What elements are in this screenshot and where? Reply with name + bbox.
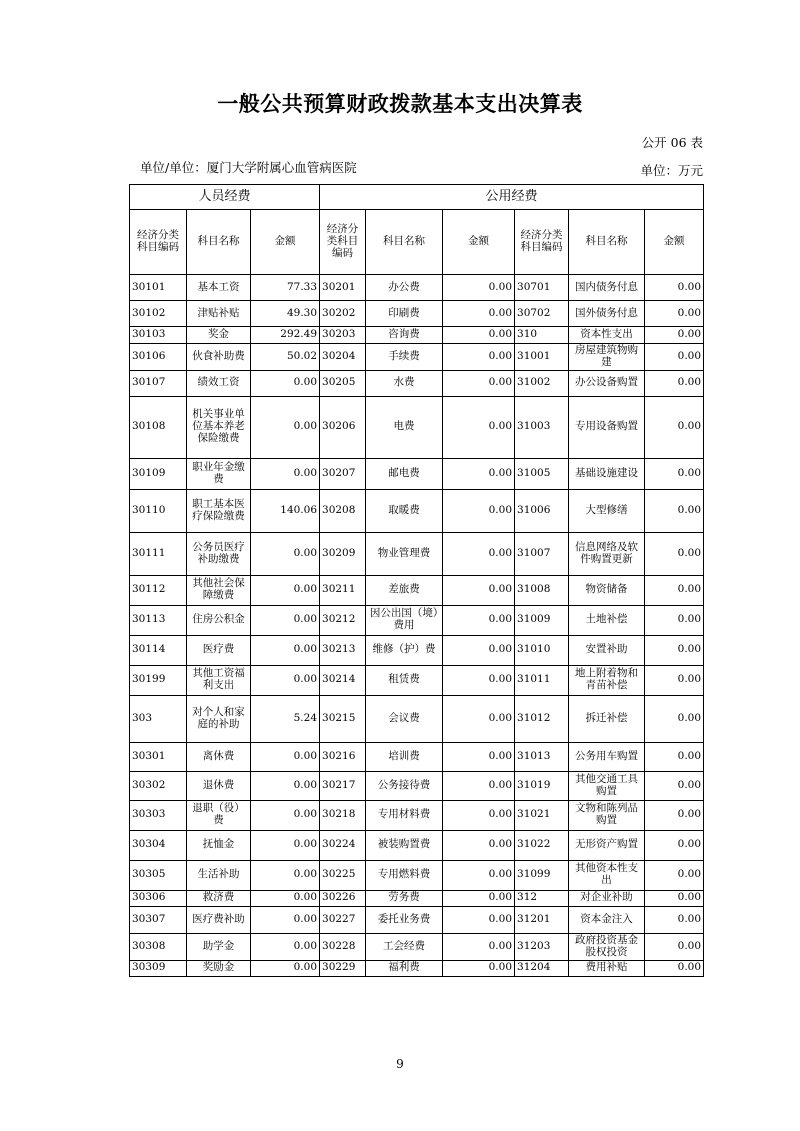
cell-name-public-1: 培训费 (366, 742, 443, 771)
cell-name-personnel: 生活补助 (187, 860, 251, 890)
cell-name-public-1: 办公费 (366, 275, 443, 301)
col-header-amount-3: 金额 (645, 210, 704, 275)
table-row (130, 344, 704, 371)
cell-code-public-2: 31003 (515, 396, 569, 458)
table-row (130, 960, 704, 976)
cell-code-personnel: 30308 (130, 933, 187, 960)
cell-name-public-1: 福利费 (366, 960, 443, 976)
cell-code-public-1: 30218 (320, 800, 366, 830)
budget-table (129, 184, 704, 977)
cell-name-personnel: 离休费 (187, 742, 251, 771)
cell-name-public-2: 对企业补助 (569, 890, 645, 906)
cell-name-public-2: 费用补贴 (569, 960, 645, 976)
cell-amount-public-2: 0.00 (645, 906, 704, 933)
cell-code-personnel: 30199 (130, 665, 187, 695)
cell-amount-public-2: 0.00 (645, 532, 704, 575)
page-title: 一般公共预算财政拨款基本支出决算表 (217, 92, 583, 116)
cell-amount-public-2: 0.00 (645, 458, 704, 489)
cell-code-public-1: 30224 (320, 830, 366, 860)
cell-code-personnel: 30306 (130, 890, 187, 906)
table-row (130, 605, 704, 635)
cell-code-public-2: 31001 (515, 344, 569, 371)
cell-amount-public-1: 0.00 (443, 327, 515, 344)
table-row (130, 532, 704, 575)
table-row (130, 890, 704, 906)
cell-name-public-2: 资本性支出 (569, 327, 645, 344)
cell-name-personnel: 救济费 (187, 890, 251, 906)
cell-amount-public-2: 0.00 (645, 742, 704, 771)
cell-code-public-1: 30211 (320, 575, 366, 605)
cell-code-public-1: 30207 (320, 458, 366, 489)
cell-code-public-2: 31201 (515, 906, 569, 933)
cell-amount-public-2: 0.00 (645, 830, 704, 860)
sheet-number: 公开 06 表 (641, 135, 703, 150)
cell-code-public-2: 31204 (515, 960, 569, 976)
cell-code-public-1: 30213 (320, 635, 366, 665)
cell-code-public-2: 31002 (515, 370, 569, 396)
table-row (130, 771, 704, 800)
cell-name-public-2: 资本金注入 (569, 906, 645, 933)
cell-code-public-2: 31006 (515, 489, 569, 532)
cell-name-public-1: 被装购置费 (366, 830, 443, 860)
cell-name-personnel: 抚恤金 (187, 830, 251, 860)
cell-amount-public-2: 0.00 (645, 396, 704, 458)
cell-code-public-1: 30203 (320, 327, 366, 344)
cell-amount-public-1: 0.00 (443, 605, 515, 635)
cell-amount-public-1: 0.00 (443, 665, 515, 695)
cell-amount-public-2: 0.00 (645, 344, 704, 371)
cell-name-personnel: 职工基本医疗保险缴费 (187, 489, 251, 532)
cell-code-personnel: 30305 (130, 860, 187, 890)
table-row (130, 933, 704, 960)
cell-name-public-2: 物资储备 (569, 575, 645, 605)
cell-name-public-1: 专用材料费 (366, 800, 443, 830)
table-row (130, 742, 704, 771)
table-row (130, 301, 704, 327)
cell-amount-personnel: 292.49 (251, 327, 320, 344)
cell-code-public-1: 30202 (320, 301, 366, 327)
cell-name-public-1: 劳务费 (366, 890, 443, 906)
cell-name-public-2: 地上附着物和青苗补偿 (569, 665, 645, 695)
cell-name-public-2: 政府投资基金股权投资 (569, 933, 645, 960)
cell-amount-public-1: 0.00 (443, 890, 515, 906)
cell-amount-public-2: 0.00 (645, 635, 704, 665)
cell-amount-personnel: 0.00 (251, 532, 320, 575)
cell-code-public-2: 31203 (515, 933, 569, 960)
cell-amount-public-2: 0.00 (645, 575, 704, 605)
cell-name-personnel: 奖励金 (187, 960, 251, 976)
cell-amount-public-2: 0.00 (645, 933, 704, 960)
cell-amount-public-1: 0.00 (443, 396, 515, 458)
cell-name-public-1: 公务接待费 (366, 771, 443, 800)
cell-name-public-1: 印刷费 (366, 301, 443, 327)
col-header-amount-1: 金额 (251, 210, 320, 275)
cell-name-public-2: 办公设备购置 (569, 370, 645, 396)
cell-code-personnel: 30304 (130, 830, 187, 860)
cell-code-personnel: 30307 (130, 906, 187, 933)
cell-amount-public-2: 0.00 (645, 605, 704, 635)
cell-amount-personnel: 0.00 (251, 370, 320, 396)
group-header-public: 公用经费 (320, 185, 704, 210)
cell-amount-personnel: 0.00 (251, 575, 320, 605)
cell-amount-personnel: 0.00 (251, 665, 320, 695)
cell-code-public-2: 31009 (515, 605, 569, 635)
cell-amount-public-1: 0.00 (443, 771, 515, 800)
table-row (130, 370, 704, 396)
cell-name-personnel: 医疗费补助 (187, 906, 251, 933)
cell-name-public-1: 会议费 (366, 695, 443, 742)
cell-name-public-1: 手续费 (366, 344, 443, 371)
cell-name-public-2: 公务用车购置 (569, 742, 645, 771)
cell-code-public-2: 30702 (515, 301, 569, 327)
cell-amount-personnel: 0.00 (251, 906, 320, 933)
cell-code-public-1: 30205 (320, 370, 366, 396)
cell-amount-public-1: 0.00 (443, 301, 515, 327)
cell-name-personnel: 基本工资 (187, 275, 251, 301)
cell-name-public-1: 专用燃料费 (366, 860, 443, 890)
cell-amount-personnel: 0.00 (251, 771, 320, 800)
cell-amount-personnel: 0.00 (251, 800, 320, 830)
cell-amount-public-1: 0.00 (443, 860, 515, 890)
cell-name-public-2: 文物和陈列品购置 (569, 800, 645, 830)
cell-code-public-2: 31010 (515, 635, 569, 665)
cell-name-public-2: 安置补助 (569, 635, 645, 665)
cell-code-public-2: 31022 (515, 830, 569, 860)
cell-amount-public-2: 0.00 (645, 860, 704, 890)
cell-amount-public-2: 0.00 (645, 275, 704, 301)
cell-code-public-1: 30212 (320, 605, 366, 635)
cell-name-public-2: 其他交通工具购置 (569, 771, 645, 800)
cell-name-personnel: 退休费 (187, 771, 251, 800)
cell-name-personnel: 津贴补贴 (187, 301, 251, 327)
table-row (130, 860, 704, 890)
table-row (130, 906, 704, 933)
cell-code-personnel: 30309 (130, 960, 187, 976)
cell-name-personnel: 公务员医疗补助缴费 (187, 532, 251, 575)
table-row (130, 327, 704, 344)
cell-code-public-1: 30228 (320, 933, 366, 960)
cell-name-public-1: 维修（护）费 (366, 635, 443, 665)
cell-name-public-1: 租赁费 (366, 665, 443, 695)
cell-name-personnel: 医疗费 (187, 635, 251, 665)
page-number: 9 (396, 1057, 404, 1071)
cell-name-personnel: 伙食补助费 (187, 344, 251, 371)
cell-code-personnel: 30110 (130, 489, 187, 532)
cell-code-public-2: 31099 (515, 860, 569, 890)
cell-amount-personnel: 0.00 (251, 860, 320, 890)
cell-amount-public-2: 0.00 (645, 301, 704, 327)
cell-amount-public-1: 0.00 (443, 933, 515, 960)
amount-unit: 单位：万元 (640, 163, 703, 178)
col-header-name-3: 科目名称 (569, 210, 645, 275)
cell-code-public-1: 30201 (320, 275, 366, 301)
table-row (130, 800, 704, 830)
cell-code-public-2: 31021 (515, 800, 569, 830)
cell-code-public-2: 31007 (515, 532, 569, 575)
cell-amount-personnel: 0.00 (251, 605, 320, 635)
cell-name-public-2: 大型修缮 (569, 489, 645, 532)
cell-code-public-2: 31011 (515, 665, 569, 695)
cell-name-personnel: 住房公积金 (187, 605, 251, 635)
cell-code-public-1: 30227 (320, 906, 366, 933)
table-row (130, 830, 704, 860)
cell-name-public-1: 因公出国（境）费用 (366, 605, 443, 635)
cell-amount-public-1: 0.00 (443, 906, 515, 933)
table-head (130, 185, 704, 275)
cell-amount-personnel: 5.24 (251, 695, 320, 742)
cell-code-public-1: 30206 (320, 396, 366, 458)
unit-label: 单位/单位： (140, 160, 207, 175)
cell-code-personnel: 30102 (130, 301, 187, 327)
cell-amount-personnel: 50.02 (251, 344, 320, 371)
unit-name: 厦门大学附属心血管病医院 (206, 160, 357, 175)
cell-name-public-1: 邮电费 (366, 458, 443, 489)
table-row (130, 575, 704, 605)
cell-amount-public-1: 0.00 (443, 275, 515, 301)
cell-code-personnel: 30103 (130, 327, 187, 344)
cell-name-public-2: 土地补偿 (569, 605, 645, 635)
cell-code-public-1: 30225 (320, 860, 366, 890)
cell-code-public-2: 31012 (515, 695, 569, 742)
cell-code-public-1: 30217 (320, 771, 366, 800)
cell-amount-personnel: 0.00 (251, 458, 320, 489)
cell-name-public-2: 拆迁补偿 (569, 695, 645, 742)
table-row (130, 458, 704, 489)
cell-code-public-2: 31005 (515, 458, 569, 489)
col-header-name-1: 科目名称 (187, 210, 251, 275)
cell-name-personnel: 其他工资福利支出 (187, 665, 251, 695)
cell-amount-personnel: 77.33 (251, 275, 320, 301)
cell-amount-personnel: 140.06 (251, 489, 320, 532)
cell-code-public-1: 30209 (320, 532, 366, 575)
cell-amount-public-2: 0.00 (645, 890, 704, 906)
group-header-row (130, 185, 704, 210)
cell-code-personnel: 30108 (130, 396, 187, 458)
cell-code-personnel: 30302 (130, 771, 187, 800)
cell-code-public-1: 30215 (320, 695, 366, 742)
cell-amount-personnel: 0.00 (251, 960, 320, 976)
cell-name-personnel: 奖金 (187, 327, 251, 344)
cell-code-personnel: 30111 (130, 532, 187, 575)
cell-amount-personnel: 0.00 (251, 933, 320, 960)
cell-amount-public-1: 0.00 (443, 575, 515, 605)
table-row (130, 489, 704, 532)
table-row (130, 396, 704, 458)
cell-code-personnel: 30107 (130, 370, 187, 396)
cell-amount-personnel: 0.00 (251, 830, 320, 860)
cell-name-public-2: 房屋建筑物购建 (569, 344, 645, 371)
cell-name-personnel: 对个人和家庭的补助 (187, 695, 251, 742)
cell-amount-public-2: 0.00 (645, 800, 704, 830)
cell-code-public-1: 30208 (320, 489, 366, 532)
cell-amount-personnel: 0.00 (251, 742, 320, 771)
cell-code-personnel: 30106 (130, 344, 187, 371)
table-row (130, 665, 704, 695)
cell-name-public-2: 其他资本性支出 (569, 860, 645, 890)
cell-code-public-1: 30229 (320, 960, 366, 976)
cell-name-personnel: 其他社会保障缴费 (187, 575, 251, 605)
cell-code-public-1: 30204 (320, 344, 366, 371)
cell-code-public-2: 310 (515, 327, 569, 344)
cell-amount-personnel: 49.30 (251, 301, 320, 327)
cell-amount-public-2: 0.00 (645, 327, 704, 344)
cell-name-public-2: 国内债务付息 (569, 275, 645, 301)
cell-name-public-2: 国外债务付息 (569, 301, 645, 327)
cell-code-personnel: 30301 (130, 742, 187, 771)
cell-amount-public-1: 0.00 (443, 532, 515, 575)
cell-amount-public-2: 0.00 (645, 771, 704, 800)
cell-name-public-2: 基础设施建设 (569, 458, 645, 489)
cell-amount-public-1: 0.00 (443, 830, 515, 860)
col-header-code-1: 经济分类科目编码 (130, 210, 187, 275)
cell-amount-public-1: 0.00 (443, 635, 515, 665)
cell-name-public-1: 工会经费 (366, 933, 443, 960)
cell-name-personnel: 助学金 (187, 933, 251, 960)
cell-amount-public-1: 0.00 (443, 344, 515, 371)
cell-code-public-1: 30216 (320, 742, 366, 771)
col-header-amount-2: 金额 (443, 210, 515, 275)
cell-code-personnel: 30101 (130, 275, 187, 301)
table-row (130, 635, 704, 665)
cell-name-personnel: 退职（役）费 (187, 800, 251, 830)
cell-name-public-1: 咨询费 (366, 327, 443, 344)
cell-code-personnel: 30112 (130, 575, 187, 605)
cell-name-personnel: 绩效工资 (187, 370, 251, 396)
cell-amount-public-1: 0.00 (443, 489, 515, 532)
cell-code-personnel: 303 (130, 695, 187, 742)
cell-code-public-2: 31019 (515, 771, 569, 800)
cell-amount-public-2: 0.00 (645, 665, 704, 695)
table-body (130, 275, 704, 977)
cell-amount-public-2: 0.00 (645, 489, 704, 532)
cell-name-public-1: 委托业务费 (366, 906, 443, 933)
cell-name-public-1: 差旅费 (366, 575, 443, 605)
cell-name-public-1: 电费 (366, 396, 443, 458)
col-header-name-2: 科目名称 (366, 210, 443, 275)
cell-name-public-2: 信息网络及软件购置更新 (569, 532, 645, 575)
cell-code-public-1: 30226 (320, 890, 366, 906)
table-row (130, 695, 704, 742)
unit-line (140, 160, 357, 175)
cell-code-public-2: 31008 (515, 575, 569, 605)
col-header-code-3: 经济分类科目编码 (515, 210, 569, 275)
table-row (130, 275, 704, 301)
column-header-row (130, 210, 704, 275)
group-header-personnel: 人员经费 (130, 185, 320, 210)
cell-code-public-1: 30214 (320, 665, 366, 695)
cell-amount-public-1: 0.00 (443, 960, 515, 976)
cell-code-personnel: 30114 (130, 635, 187, 665)
cell-name-public-1: 水费 (366, 370, 443, 396)
cell-code-public-2: 312 (515, 890, 569, 906)
cell-code-personnel: 30113 (130, 605, 187, 635)
cell-name-public-1: 物业管理费 (366, 532, 443, 575)
cell-amount-public-1: 0.00 (443, 458, 515, 489)
cell-name-public-1: 取暖费 (366, 489, 443, 532)
cell-name-public-2: 无形资产购置 (569, 830, 645, 860)
cell-amount-public-2: 0.00 (645, 695, 704, 742)
cell-amount-public-2: 0.00 (645, 960, 704, 976)
col-header-code-2: 经济分类科目编码 (320, 210, 366, 275)
cell-code-personnel: 30109 (130, 458, 187, 489)
cell-code-personnel: 30303 (130, 800, 187, 830)
cell-amount-public-1: 0.00 (443, 370, 515, 396)
cell-name-public-2: 专用设备购置 (569, 396, 645, 458)
cell-amount-public-1: 0.00 (443, 800, 515, 830)
cell-amount-public-2: 0.00 (645, 370, 704, 396)
cell-amount-personnel: 0.00 (251, 396, 320, 458)
cell-name-personnel: 职业年金缴费 (187, 458, 251, 489)
cell-amount-public-1: 0.00 (443, 742, 515, 771)
cell-amount-public-1: 0.00 (443, 695, 515, 742)
cell-amount-personnel: 0.00 (251, 635, 320, 665)
cell-code-public-2: 30701 (515, 275, 569, 301)
cell-amount-personnel: 0.00 (251, 890, 320, 906)
cell-code-public-2: 31013 (515, 742, 569, 771)
cell-name-personnel: 机关事业单位基本养老保险缴费 (187, 396, 251, 458)
